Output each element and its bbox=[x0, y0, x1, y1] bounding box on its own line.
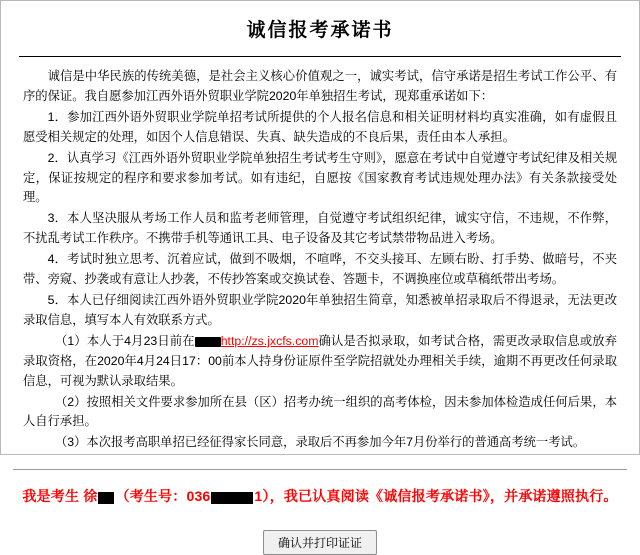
sub-item-1-prefix: （1）本人于4月23日前在 bbox=[54, 333, 195, 348]
paragraph-3: 3．本人坚决服从考场工作人员和监考老师管理，自觉遵守考试组织纪律，诚实守信，不违规，不作弊，不扰乱考试工作秩序。不携带手机等通讯工具、电子设备及其它考试禁带物品进入考场。 bbox=[23, 211, 617, 246]
title-block bbox=[1, 1, 639, 50]
paragraph-intro: 诚信是中华民族的传统美德，是社会主义核心价值观之一，诚实考试，信守承诺是招生考试工作公平、有序的保证。我自愿参加江西外语外贸职业学院2020年单独招生考试，现郑重承诺如下： bbox=[23, 69, 617, 103]
confirm-and-print-button[interactable]: 确认并打印证证 bbox=[263, 530, 377, 555]
confirm-bracket-close: ） bbox=[262, 488, 270, 505]
candidate-id-suffix: 1 bbox=[254, 488, 263, 505]
registration-link[interactable]: http://zs.jxcfs.com bbox=[220, 333, 319, 348]
sub-item-2: （2）按照相关文件要求参加所在县（区）招考办统一组织的高考体检，因未参加体检造成任何后果，本人自行承担。 bbox=[23, 394, 617, 429]
footer-divider-wrap bbox=[1, 469, 639, 470]
page-title: 诚信报考承诺书 bbox=[246, 19, 394, 41]
confirm-suffix: ，并承诺遵照执行。 bbox=[489, 488, 618, 505]
candidate-name-redaction bbox=[98, 492, 114, 504]
document-body bbox=[1, 57, 639, 453]
paragraph-5 bbox=[23, 291, 617, 331]
paragraph-1: 1．参加江西外语外贸职业学院单招考试所提供的个人报名信息和相关证明材料均真实准确，如有虚假且愿受相关规定的处理，如因个人信息错误、失真、缺失造成的不良后果，责任由本人承担。 bbox=[23, 109, 617, 144]
candidate-name: 徐 bbox=[83, 488, 98, 505]
sub-item-1-suffix: 确认是否拟录取，如考试合格，需更改录取信息或放弃录取资格，在2020年4月24日17：00前本人持身份证原件至学院招就处办理相关手续，逾期不再更改任何录取信息，可视为默认录取结果。 bbox=[23, 333, 617, 388]
candidate-id-redaction bbox=[211, 492, 253, 504]
confirm-bracket-open: （考生号： bbox=[115, 488, 187, 505]
redacted-block bbox=[195, 337, 221, 347]
sub-item-1 bbox=[23, 332, 617, 392]
confirm-statement bbox=[1, 486, 639, 506]
confirm-prefix: 我是考生 bbox=[22, 488, 80, 505]
paragraph-4: 4．考试时独立思考、沉着应试，做到不吸烟，不喧哗，不交头接耳、左顾右盼、打手势、做暗号，不夹带、旁窥、抄袭或有意让人抄袭，不传抄答案或交换试卷、答题卡，不调换座位或草稿纸带出考场。 bbox=[23, 252, 617, 287]
paragraph-2: 2．认真学习《江西外语外贸职业学院单独招生考试考生守则》，愿意在考试中自觉遵守考试纪律及相关规定，保证按规定的程序和要求参加考试。如有违纪，自愿按《国家教育考试违规处理办法》有关条款接受处理。 bbox=[23, 150, 617, 205]
footer-divider bbox=[13, 469, 627, 470]
sub-item-3: （3）本次报考高职单招已经征得家长同意，录取后不再参加今年7月份举行的普通高考统一考试。 bbox=[54, 435, 586, 450]
confirm-middle: ，我已认真阅读《诚信报考承诺书》 bbox=[269, 488, 490, 505]
action-row bbox=[1, 530, 639, 555]
candidate-id-prefix: 036 bbox=[186, 488, 211, 505]
paragraph-5-text: 5．本人已仔细阅读江西外语外贸职业学院2020年单独招生简章，知悉被单招录取后不得退录，无法更改录取信息，填写本人有效联系方式。 bbox=[23, 292, 617, 327]
